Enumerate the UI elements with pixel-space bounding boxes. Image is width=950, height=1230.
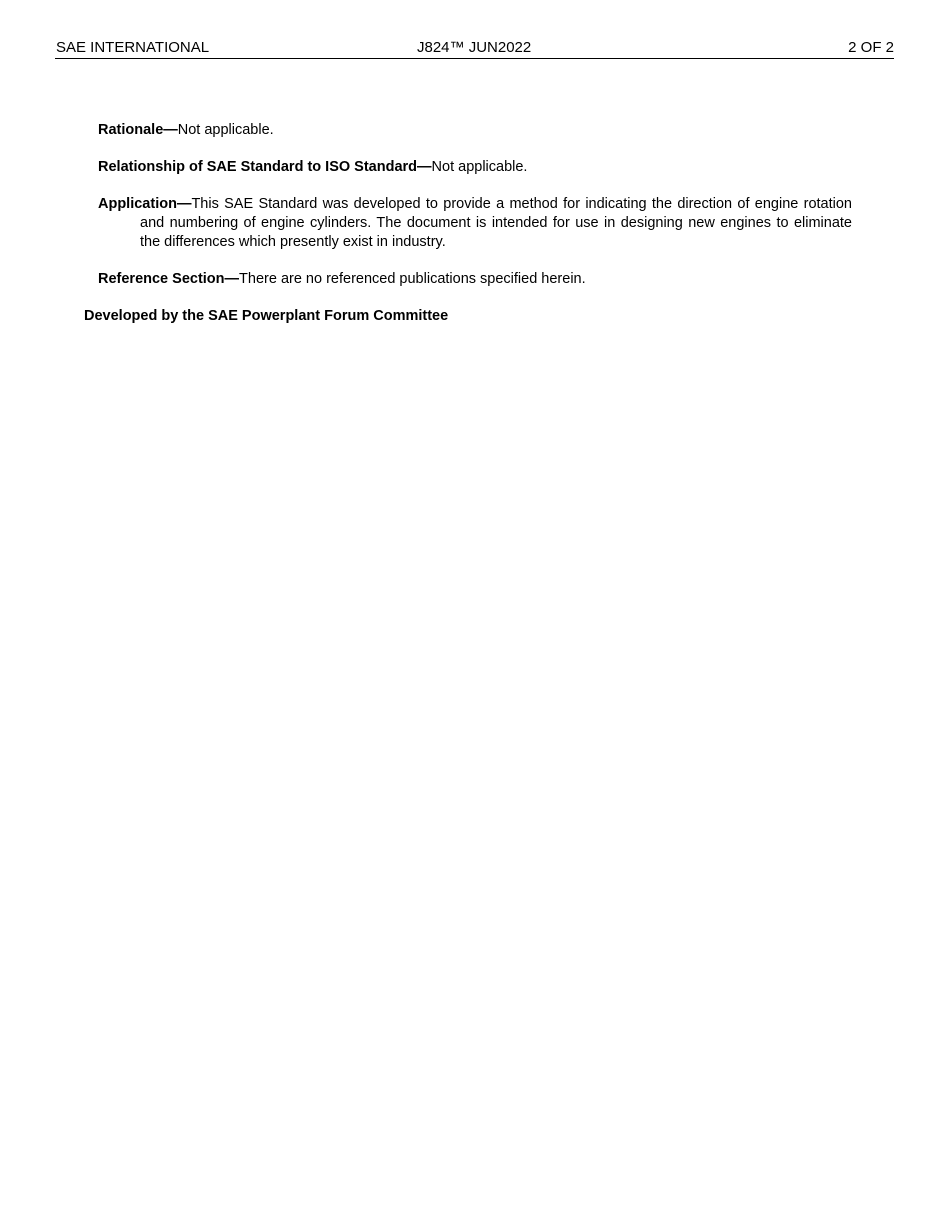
application-paragraph (98, 195, 852, 252)
page-header (55, 38, 894, 59)
application-label: Application— (98, 196, 192, 212)
relationship-paragraph (98, 158, 852, 177)
relationship-text: Not applicable. (431, 159, 528, 175)
reference-paragraph (98, 270, 852, 289)
reference-text: There are no referenced publications specified herein. (239, 271, 586, 287)
relationship-label: Relationship of SAE Standard to ISO Standard— (98, 159, 432, 175)
rationale-label: Rationale— (98, 122, 178, 138)
developed-by-note: Developed by the SAE Powerplant Forum Committee (84, 308, 449, 324)
rationale-paragraph (98, 121, 852, 140)
reference-label: Reference Section— (98, 271, 240, 287)
header-organization: SAE INTERNATIONAL (56, 39, 210, 56)
header-page-number: 2 OF 2 (848, 39, 894, 56)
application-text: This SAE Standard was developed to provide a method for indicating the direction of engine rotation and numbering of engine cylinders. The document is intended for use in designing new engines to eliminate the differences which presently exist in industry. (140, 196, 852, 250)
header-document-id: J824™ JUN2022 (417, 39, 532, 56)
rationale-text: Not applicable. (177, 122, 274, 138)
